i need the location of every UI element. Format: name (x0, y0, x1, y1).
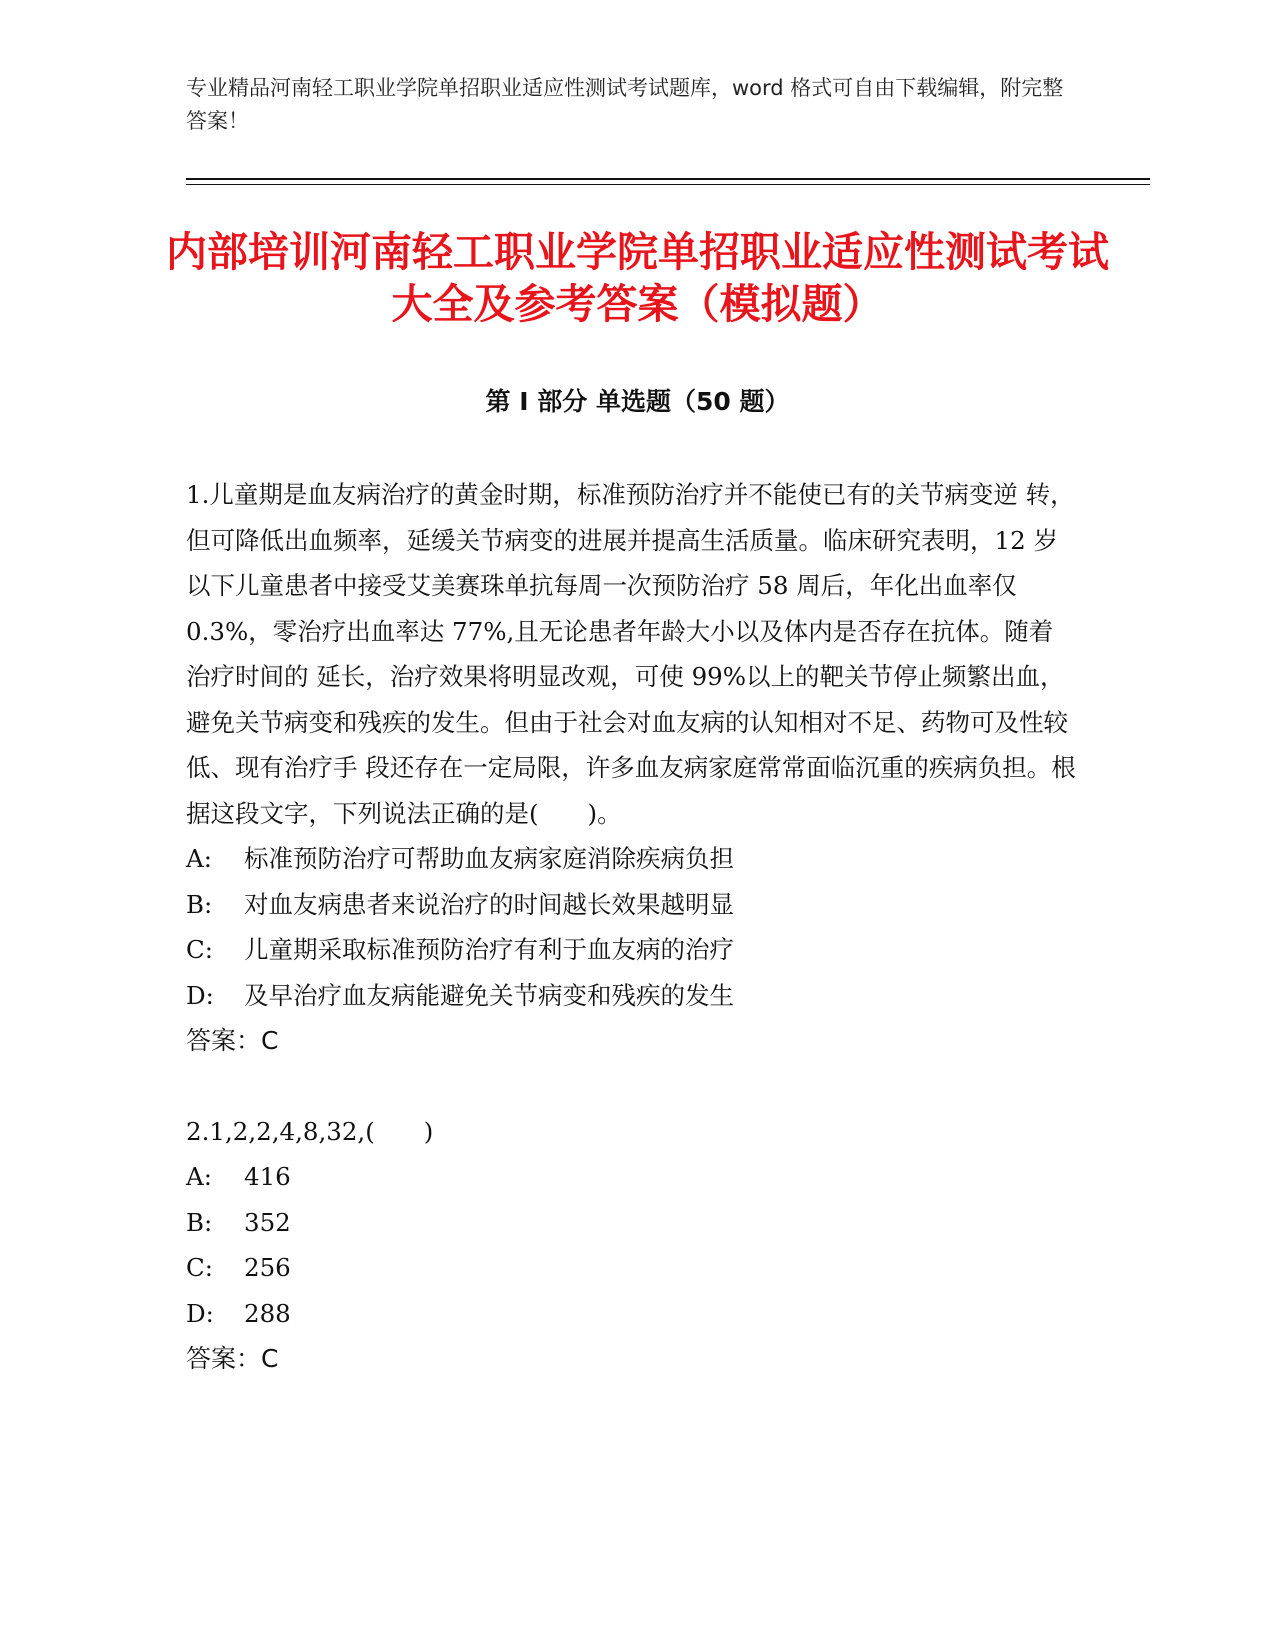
answer-line: 答案：C (186, 1344, 279, 1373)
option-d (186, 1291, 1076, 1337)
option-text: 儿童期采取标准预防治疗有利于血友病的治疗 (244, 935, 734, 964)
option-letter: B: (186, 889, 213, 919)
document-title: 内部培训河南轻工职业学院单招职业适应性测试考试大全及参考答案（模拟题） (166, 228, 1109, 328)
header-divider-thin (186, 184, 1150, 185)
answer-line: 答案：C (186, 1026, 279, 1055)
page-header: 专业精品河南轻工职业学院单招职业适应性测试考试题库，word 格式可自由下载编辑，附完整答案！ (186, 76, 1064, 133)
question-stem: 1.儿童期是血友病治疗的黄金时期，标准预防治疗并不能使已有的关节病变逆 转，但可降低出血频率，延缓关节病变的进展并提高生活质量。临床研究表明，12 岁以下儿童患者中接受艾美赛珠单抗每周一次预防治疗 58 周后，年化出血率仅 0.3%，零治疗出血率达 77%,且无论患者年龄大小以及体内是否存在抗体。随着治疗时间的 延长，治疗效果将明显改观，可使 99%以上的靶关节停止频繁出血，避免关节病变和残疾的发生。但由于社会对血友病的认知相对不足、药物可及性较低、现有治疗手 段还存在一定局限，许多血友病家庭常常面临沉重的疾病负担。根据这段文字，下列说法正确的是( )。 (186, 480, 1076, 828)
option-d (186, 973, 1076, 1019)
question-list (186, 472, 1076, 1382)
option-letter: D: (186, 1298, 214, 1328)
option-letter: A: (186, 844, 212, 873)
question-1 (186, 472, 1076, 1064)
option-letter: C: (186, 1253, 214, 1282)
option-a (186, 1154, 1076, 1200)
option-b (186, 1200, 1076, 1246)
option-text: 256 (244, 1253, 291, 1282)
option-b (186, 882, 1076, 928)
header-divider (186, 178, 1150, 180)
option-text: 对血友病患者来说治疗的时间越长效果越明显 (244, 889, 734, 919)
option-a (186, 836, 1076, 882)
option-text: 标准预防治疗可帮助血友病家庭消除疾病负担 (244, 844, 734, 873)
option-letter: B: (186, 1207, 213, 1237)
option-letter: C: (186, 935, 214, 964)
question-spacer (186, 1064, 1076, 1109)
option-c (186, 1245, 1076, 1291)
option-letter: A: (186, 1162, 212, 1191)
question-stem: 2.1,2,2,4,8,32,( ) (186, 1116, 434, 1146)
section-heading: 第 I 部分 单选题（50 题） (485, 387, 790, 416)
option-text: 352 (244, 1207, 291, 1237)
option-text: 416 (244, 1162, 291, 1191)
question-2 (186, 1109, 1076, 1382)
option-text: 288 (244, 1298, 291, 1328)
option-letter: D: (186, 980, 214, 1010)
option-c (186, 927, 1076, 973)
option-text: 及早治疗血友病能避免关节病变和残疾的发生 (244, 980, 734, 1010)
